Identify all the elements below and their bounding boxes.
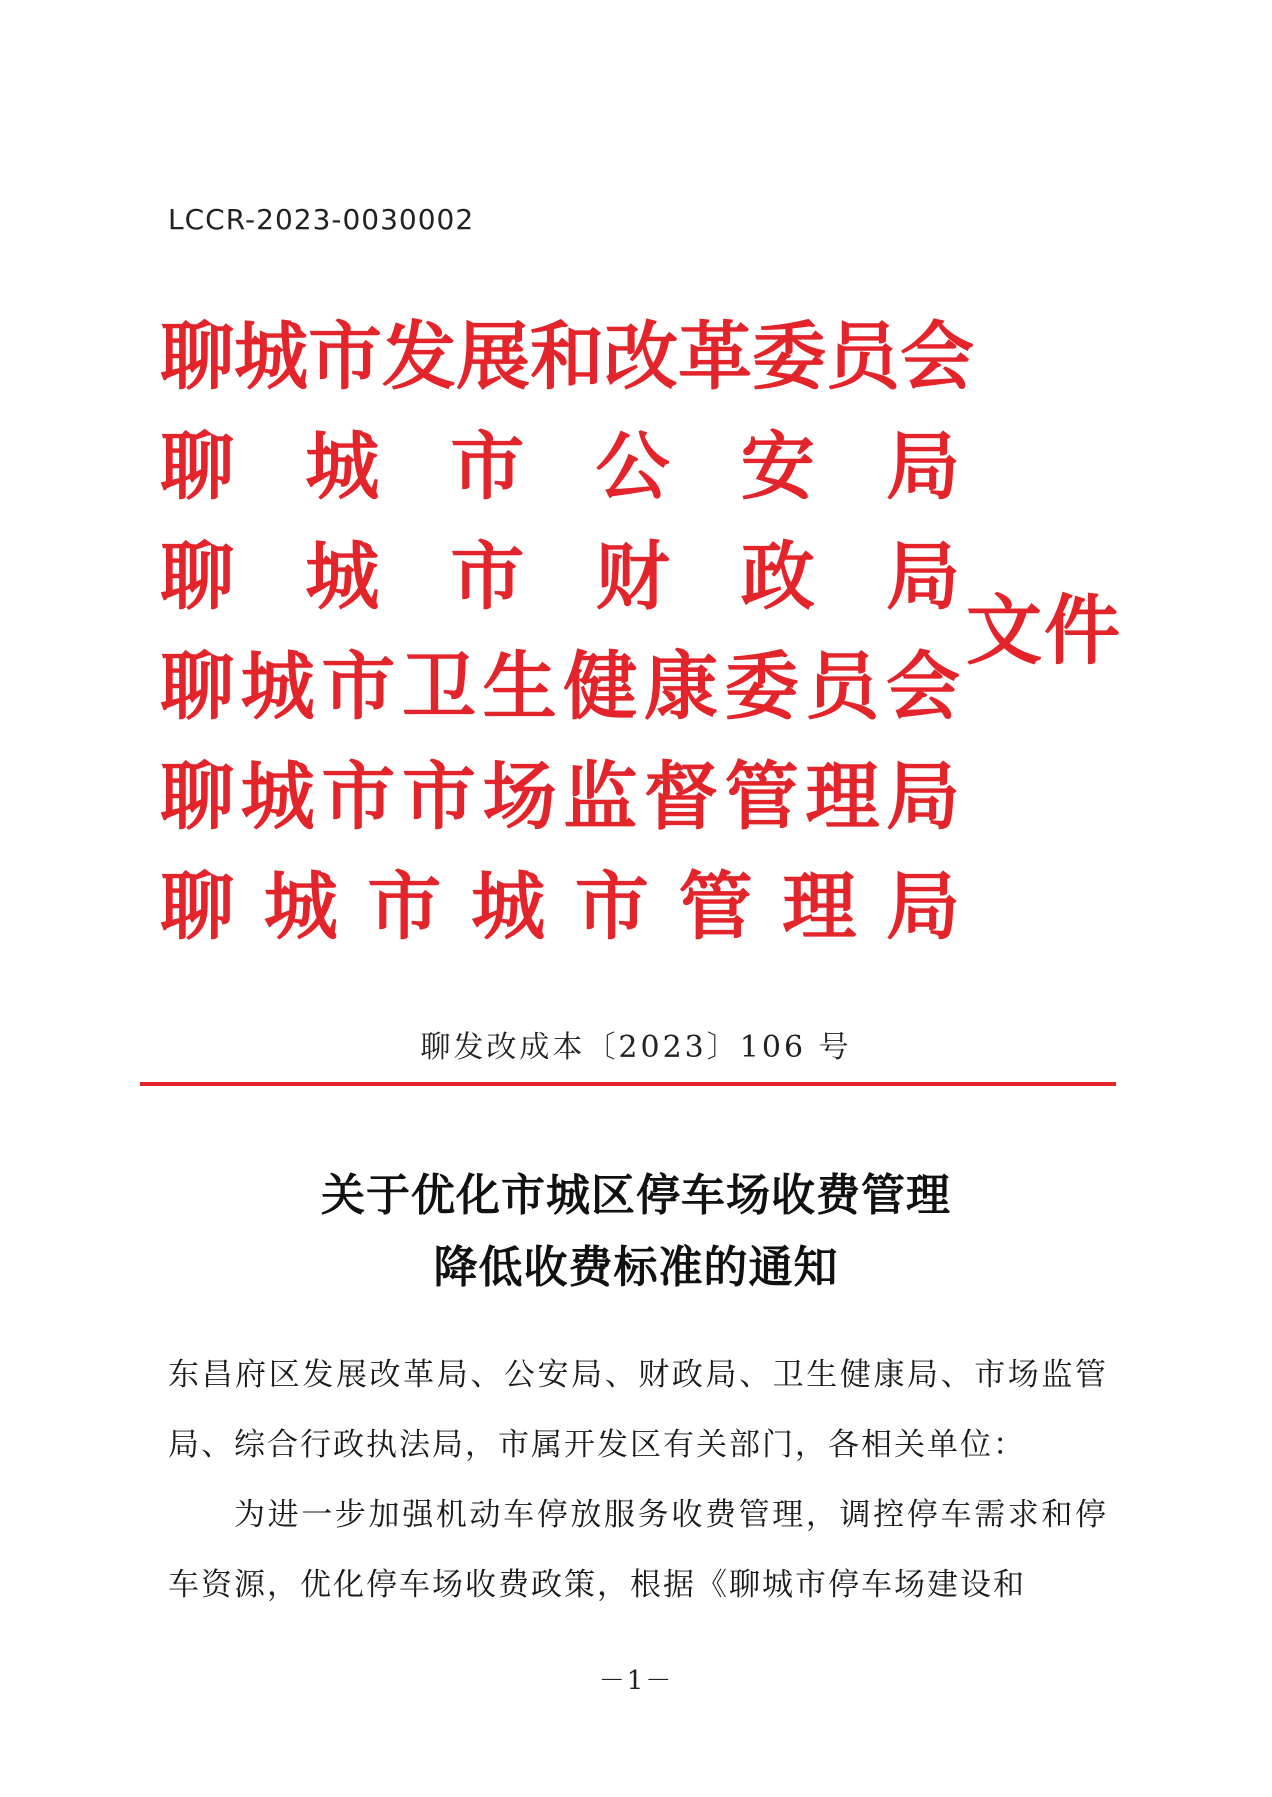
document-code: LCCR-2023-0030002 [168,203,475,236]
issuer-list [160,302,974,962]
recipients-line: 东昌府区发展改革局、公安局、财政局、卫生健康局、市场监管局、综合行政执法局，市属开发区有关部门，各相关单位： [168,1357,1108,1463]
document-type-label: 文件 [966,586,1122,675]
page-number: －1－ [598,1666,674,1696]
issuer-name: 聊城市市场监督管理局 [160,754,960,840]
title-line: 关于优化市城区停车场收费管理 [321,1170,951,1221]
document-body [168,1340,1108,1620]
body-paragraph: 为进一步加强机动车停放服务收费管理，调控停车需求和停车资源，优化停车场收费政策，根据《聊城市停车场建设和 [168,1497,1108,1603]
title-line: 降低收费标准的通知 [433,1242,839,1293]
issuer-name: 聊城市财政局 [160,534,960,620]
issuer-name: 聊城市发展和改革委员会 [160,314,974,400]
issuer-name: 聊城市公安局 [160,424,960,510]
document-number: 聊发改成本〔2023〕106 号 [420,1030,852,1065]
header-divider [140,1082,1116,1086]
issuer-name: 聊城市卫生健康委员会 [160,644,960,730]
issuer-name: 聊城市城市管理局 [160,864,960,950]
document-title [0,1160,1272,1304]
